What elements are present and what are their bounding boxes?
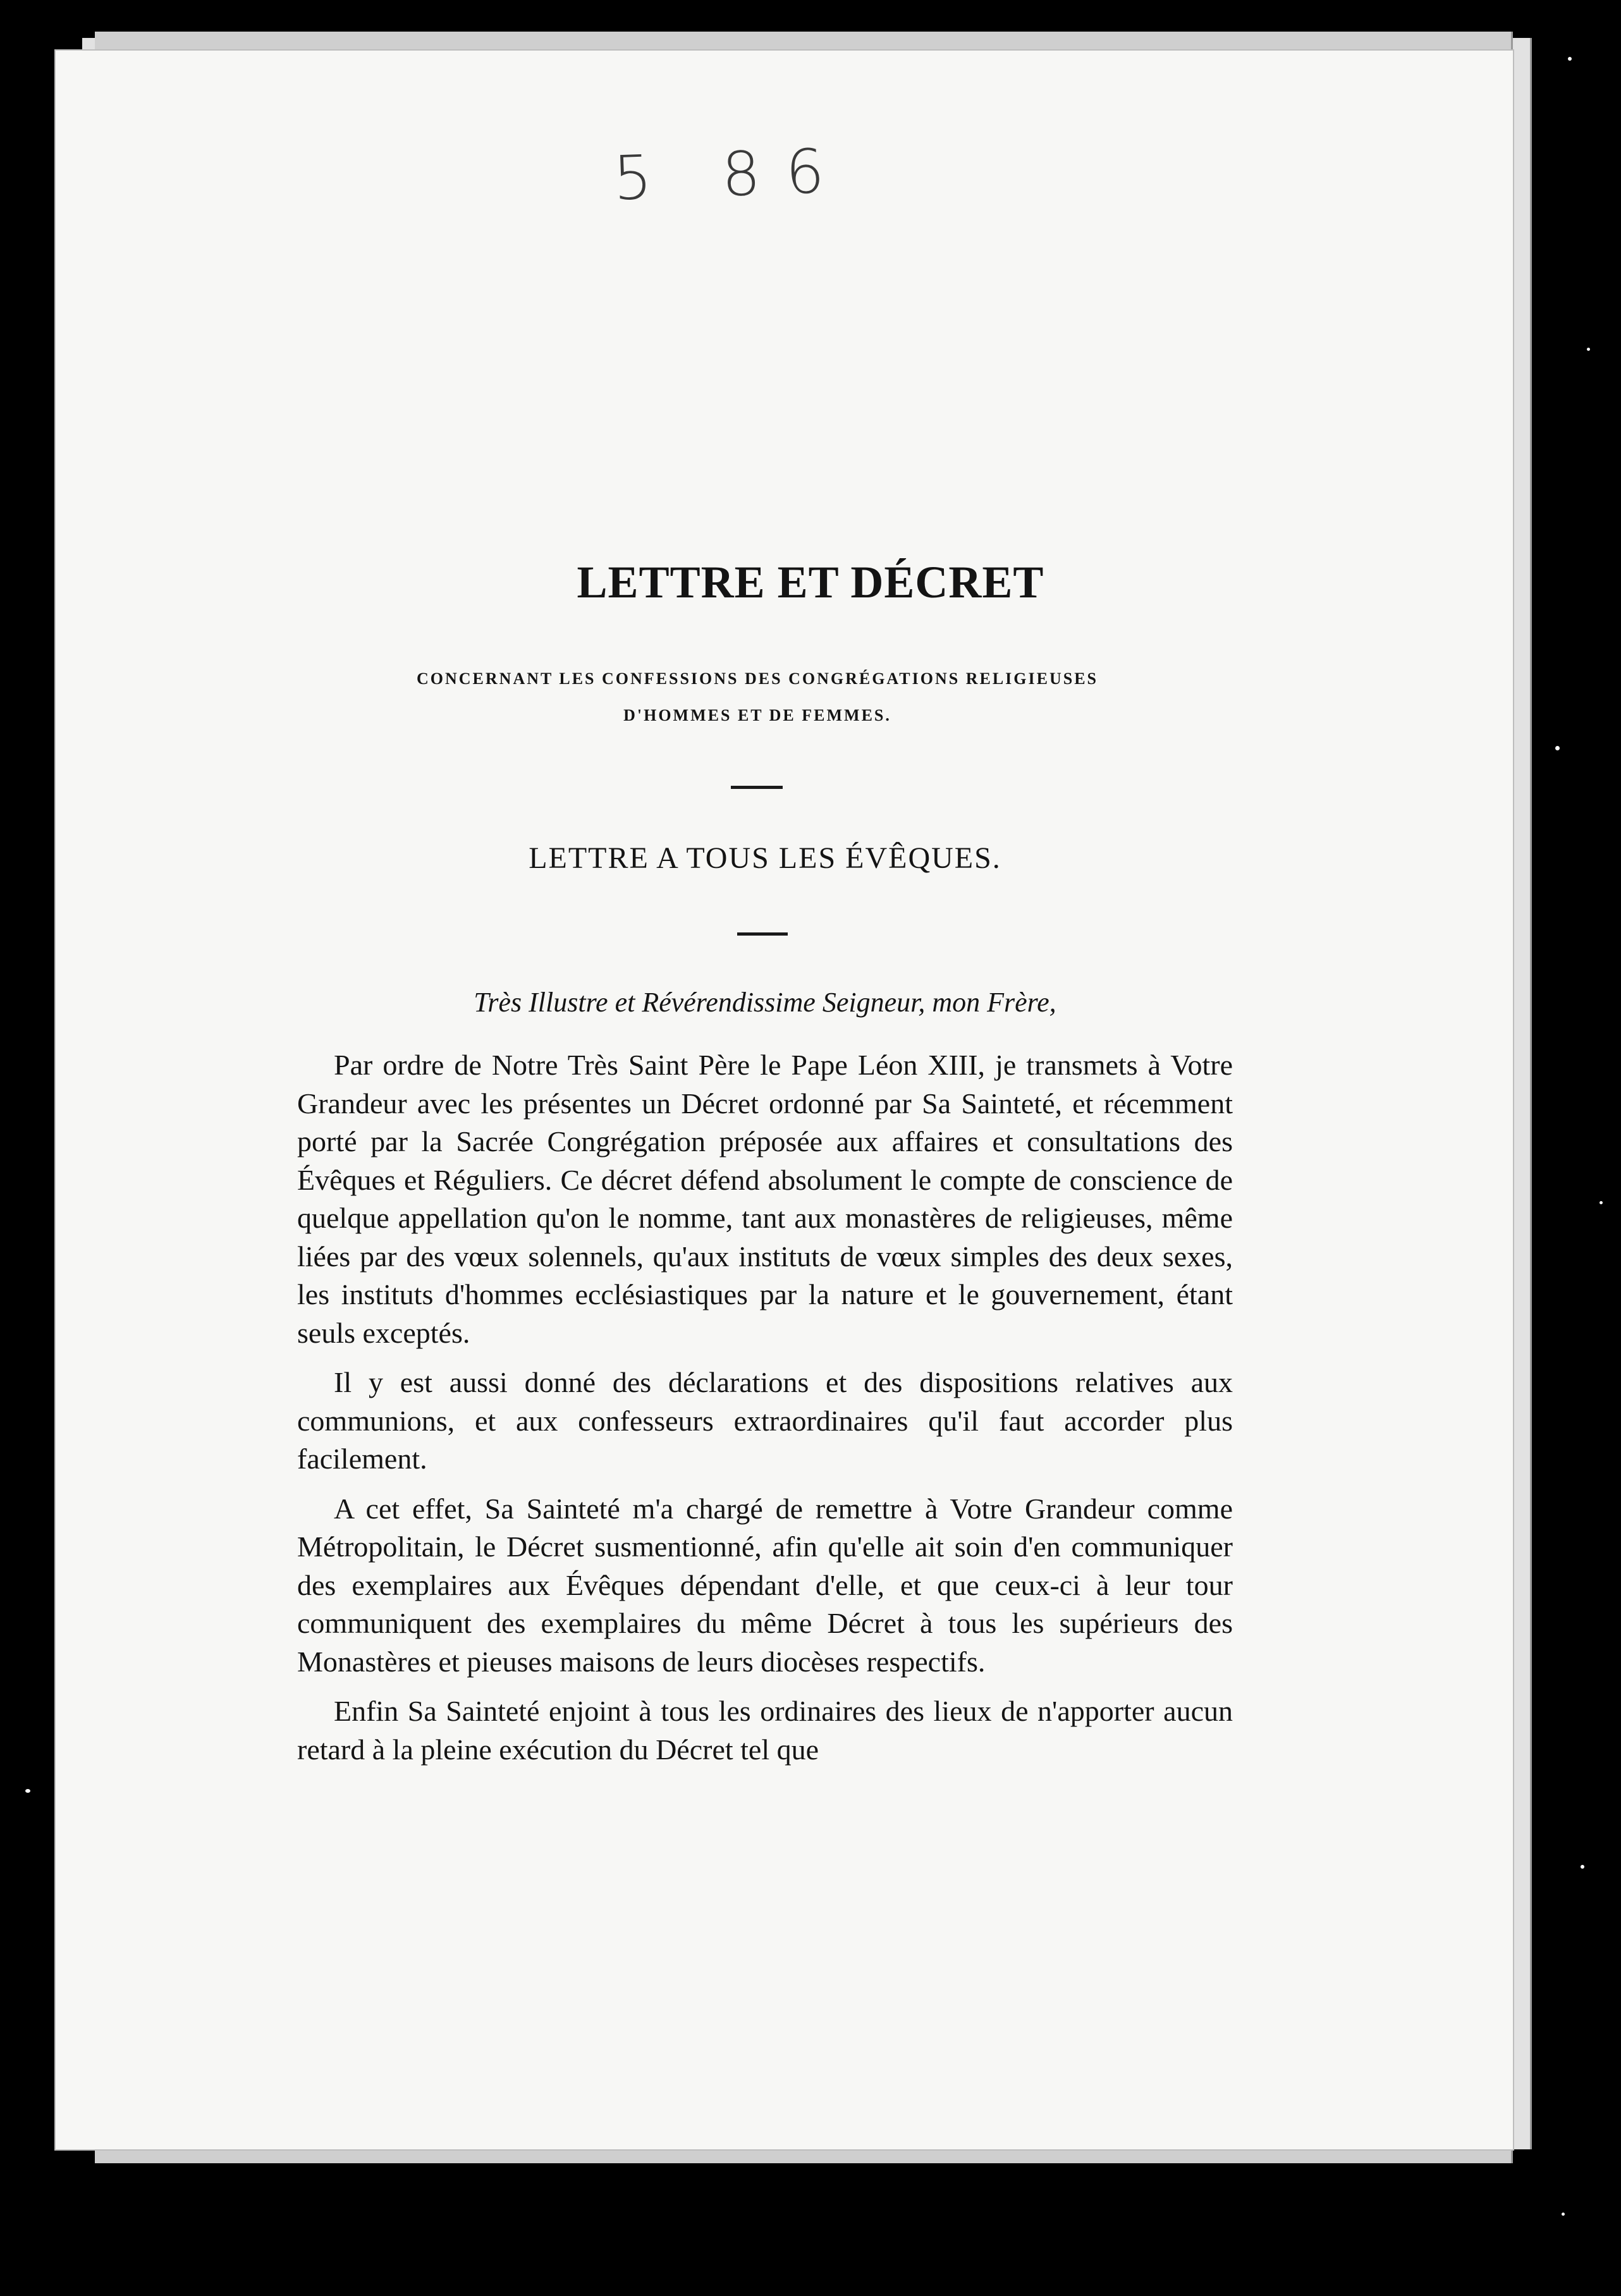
subtitle-line-2: D'HOMMES ET DE FEMMES. bbox=[623, 706, 891, 724]
document-title: LETTRE ET DÉCRET bbox=[577, 557, 1044, 608]
salutation: Très Illustre et Révérendissime Seigneur, mon Frère, bbox=[474, 987, 1056, 1018]
scan-speck bbox=[1600, 1201, 1603, 1204]
scan-speck bbox=[1581, 1865, 1584, 1869]
letter-body bbox=[297, 1046, 1233, 1780]
body-paragraph: Il y est aussi donné des déclarations et des dispositions relatives aux communions, et aux confesseurs extraordinaires qu'il faut accorder plus facilement. bbox=[297, 1366, 1233, 1475]
handwritten-page-number: 5 86 bbox=[612, 135, 851, 214]
body-paragraph: Enfin Sa Sainteté enjoint à tous les ordinaires des lieux de n'apporter aucun retard à la pleine exécution du Décret tel que bbox=[297, 1695, 1233, 1766]
subtitle-line-1: CONCERNANT LES CONFESSIONS DES CONGRÉGATIONS RELIGIEUSES bbox=[417, 669, 1098, 688]
scan-speck bbox=[1562, 2213, 1565, 2216]
scan-speck bbox=[1587, 348, 1590, 351]
body-paragraph: A cet effet, Sa Sainteté m'a chargé de remettre à Votre Grandeur comme Métropolitain, le Décret susmentionné, afin qu'elle ait soin d'en communiquer des exemplaires aux Évêques dépendant d'elle, et que ceux-ci à leur tour communiquent des exemplaires du même Décret à tous les supérieurs des Monastères et pieuses maisons de leurs diocèses respectifs. bbox=[297, 1492, 1233, 1678]
scan-speck bbox=[1568, 57, 1572, 61]
scan-speck bbox=[1555, 746, 1560, 750]
section-divider bbox=[731, 786, 783, 789]
document-subtitle bbox=[0, 661, 1515, 734]
scan-speck bbox=[25, 1789, 30, 1793]
body-paragraph: Par ordre de Notre Très Saint Père le Pape Léon XIII, je transmets à Votre Grandeur avec les présentes un Décret ordonné par Sa Sainteté, et récemment porté par la Sacrée Congrégation préposée aux affaires et consultations des Évêques et Réguliers. Ce décret défend absolument le compte de conscience de quelque appellation qu'on le nomme, tant aux monastères de religieuses, même liées par des vœux solennels, qu'aux instituts de vœux simples des deux sexes, les instituts d'hommes ecclésiastiques par la nature et le gouvernement, étant seuls exceptés. bbox=[297, 1049, 1233, 1349]
section-divider bbox=[737, 932, 788, 936]
letter-heading: LETTRE A TOUS LES ÉVÊQUES. bbox=[529, 841, 1001, 875]
